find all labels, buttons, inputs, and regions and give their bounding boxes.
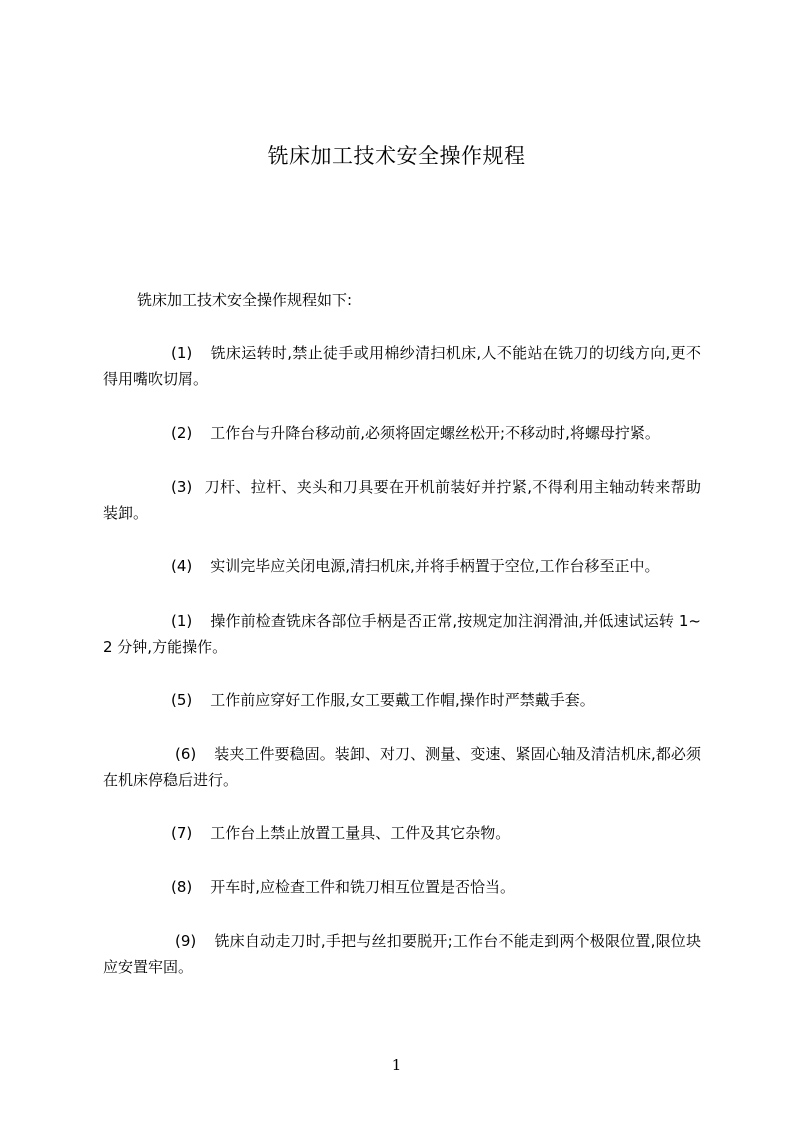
list-item <box>103 874 701 900</box>
list-item <box>103 608 701 660</box>
intro-text: 铣床加工技术安全操作规程如下: <box>137 291 353 309</box>
item-number: (2) <box>171 424 193 442</box>
item-number: (8) <box>171 878 193 896</box>
list-item <box>103 687 701 713</box>
item-text: 操作前检查铣床各部位手柄是否正常,按规定加注润滑油,并低速试运转 1~2 分钟,方能操作。 <box>103 612 701 656</box>
item-number: (5) <box>171 691 193 709</box>
item-text: 铣床运转时,禁止徒手或用棉纱清扫机床,人不能站在铣刀的切线方向,更不得用嘴吹切屑。 <box>103 344 701 388</box>
list-item <box>103 928 701 980</box>
item-text: 工作前应穿好工作服,女工要戴工作帽,操作时严禁戴手套。 <box>210 691 595 709</box>
item-text: 工作台上禁止放置工量具、工件及其它杂物。 <box>210 824 511 842</box>
item-number: (6) <box>175 745 197 763</box>
item-text: 铣床自动走刀时,手把与丝扣要脱开;工作台不能走到两个极限位置,限位块应安置牢固。 <box>103 932 701 976</box>
item-number: (3) <box>171 478 193 496</box>
item-number: (1) <box>171 612 193 630</box>
document-title: 铣床加工技术安全操作规程 <box>267 144 526 168</box>
list-item <box>103 420 701 446</box>
list-item <box>103 741 701 793</box>
item-number: (1) <box>171 344 193 362</box>
item-number: (4) <box>171 557 193 575</box>
item-text: 实训完毕应关闭电源,清扫机床,并将手柄置于空位,工作台移至正中。 <box>210 557 660 575</box>
item-text: 装夹工件要稳固。装卸、对刀、测量、变速、紧固心轴及清洁机床,都必须在机床停稳后进行。 <box>103 745 701 789</box>
intro-paragraph <box>103 287 701 313</box>
page-number: 1 <box>391 1056 402 1074</box>
list-item <box>103 820 701 846</box>
item-text: 工作台与升降台移动前,必须将固定螺丝松开;不移动时,将螺母拧紧。 <box>210 424 660 442</box>
item-number: (7) <box>171 824 193 842</box>
item-text: 开车时,应检查工件和铣刀相互位置是否恰当。 <box>210 878 516 896</box>
list-item <box>103 340 701 392</box>
item-text: 刀杆、拉杆、夹头和刀具要在开机前装好并拧紧,不得利用主轴动转来帮助装卸。 <box>103 478 701 522</box>
list-item <box>103 553 701 579</box>
item-number: (9) <box>175 932 197 950</box>
list-item <box>103 474 701 526</box>
